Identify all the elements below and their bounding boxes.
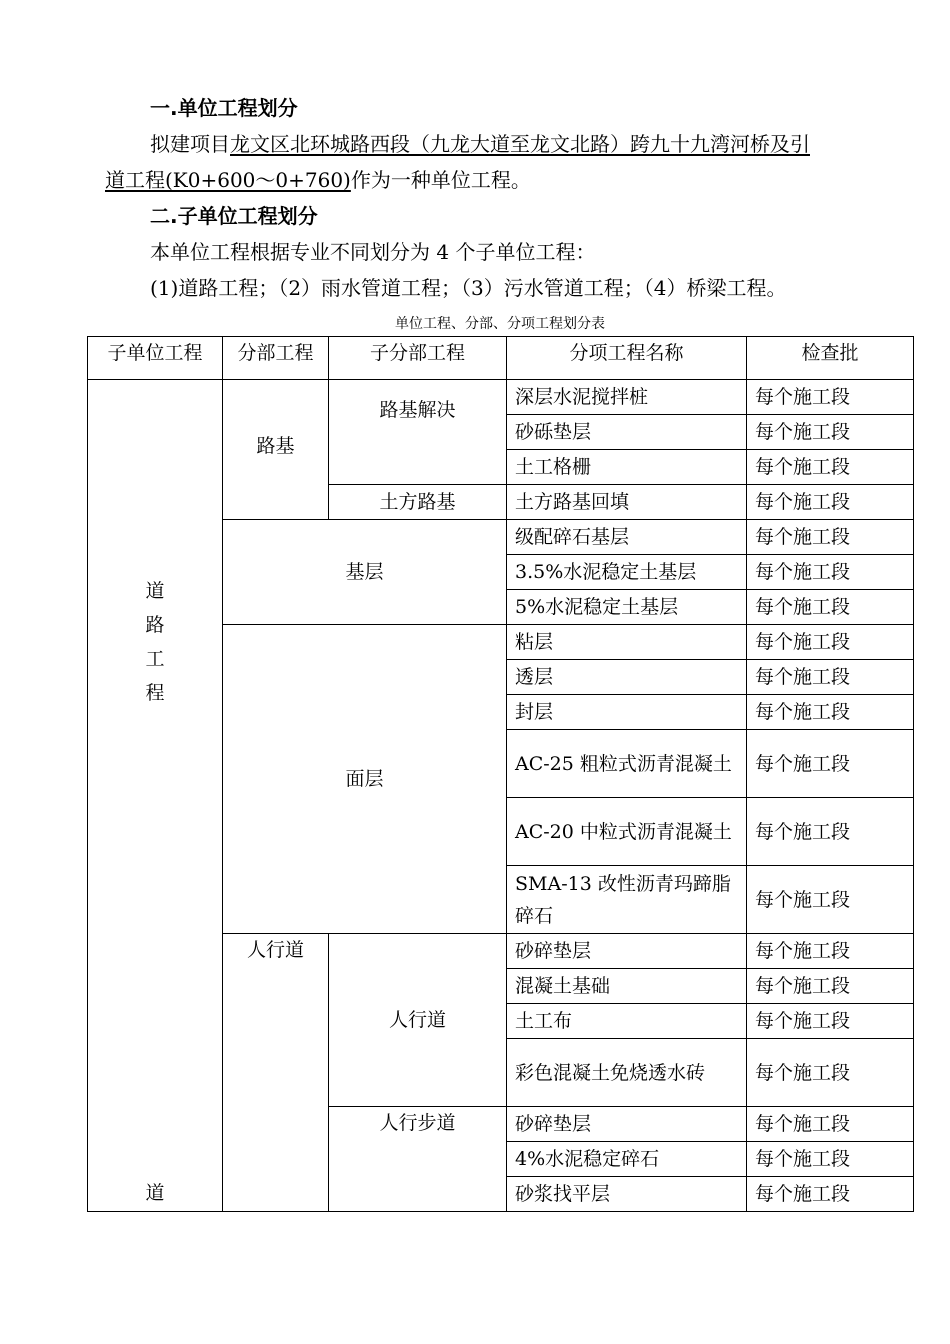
table-caption: 单位工程、分部、分项工程划分表 [395, 316, 605, 332]
section-1-paragraph-line-1 [150, 131, 810, 157]
item-name: SMA-13 改性沥青玛蹄脂碎石 [507, 866, 747, 934]
inspection-batch: 每个施工段 [747, 1177, 914, 1212]
item-name: 砂浆找平层 [507, 1177, 747, 1212]
inspection-batch: 每个施工段 [747, 380, 914, 415]
item-name: 土工格栅 [507, 450, 747, 485]
item-name: 土工布 [507, 1004, 747, 1039]
division-surface: 面层 [223, 625, 507, 934]
sub-division-roadbed-treatment: 路基解决 [329, 380, 507, 485]
sub-division-earthwork: 土方路基 [329, 485, 507, 520]
section-1-paragraph-line-2 [105, 167, 531, 193]
header-sub-division: 子分部工程 [329, 337, 507, 380]
item-name: 砂砾垫层 [507, 415, 747, 450]
section-2-paragraph-2: (1)道路工程；（2）雨水管道工程；（3）污水管道工程；（4）桥梁工程。 [150, 276, 787, 300]
sub-unit-char: 程 [145, 682, 165, 704]
inspection-batch: 每个施工段 [747, 695, 914, 730]
inspection-batch: 每个施工段 [747, 1004, 914, 1039]
item-name: 粘层 [507, 625, 747, 660]
inspection-batch: 每个施工段 [747, 450, 914, 485]
inspection-batch: 每个施工段 [747, 485, 914, 520]
division-sidewalk: 人行道 [223, 934, 329, 1212]
sub-unit-char: 工 [145, 648, 165, 670]
section-2-heading: 二.子单位工程划分 [150, 204, 318, 228]
inspection-batch: 每个施工段 [747, 660, 914, 695]
inspection-batch: 每个施工段 [747, 1039, 914, 1107]
sub-unit-char: 路 [145, 614, 165, 636]
item-name: 砂碎垫层 [507, 934, 747, 969]
table-header-row [88, 337, 914, 380]
sub-division-sidewalk: 人行道 [329, 934, 507, 1107]
inspection-batch: 每个施工段 [747, 415, 914, 450]
item-name: 封层 [507, 695, 747, 730]
item-name: 3.5%水泥稳定土基层 [507, 555, 747, 590]
item-name: 土方路基回填 [507, 485, 747, 520]
inspection-batch: 每个施工段 [747, 625, 914, 660]
inspection-batch: 每个施工段 [747, 1142, 914, 1177]
item-name: 4%水泥稳定碎石 [507, 1142, 747, 1177]
division-table [87, 336, 914, 1212]
project-section-underlined: 道工程(K0+600～0+760) [105, 168, 351, 192]
item-name: 5%水泥稳定土基层 [507, 590, 747, 625]
item-name: 透层 [507, 660, 747, 695]
item-name: AC-20 中粒式沥青混凝土 [507, 798, 747, 866]
inspection-batch: 每个施工段 [747, 934, 914, 969]
item-name: 级配碎石基层 [507, 520, 747, 555]
sub-division-footpath: 人行步道 [329, 1107, 507, 1212]
project-name-underlined: 龙文区北环城路西段（九龙大道至龙文北路）跨九十九湾河桥及引 [230, 132, 810, 156]
inspection-batch: 每个施工段 [747, 555, 914, 590]
header-division: 分部工程 [223, 337, 329, 380]
section-2-paragraph-1: 本单位工程根据专业不同划分为 4 个子单位工程： [150, 240, 596, 264]
inspection-batch: 每个施工段 [747, 730, 914, 798]
paragraph-suffix: 作为一种单位工程。 [350, 168, 531, 192]
table-row [88, 380, 914, 415]
inspection-batch: 每个施工段 [747, 590, 914, 625]
header-sub-unit: 子单位工程 [88, 337, 223, 380]
sub-unit-road-cell [88, 380, 223, 1212]
item-name: 深层水泥搅拌桩 [507, 380, 747, 415]
item-name: 彩色混凝土免烧透水砖 [507, 1039, 747, 1107]
item-name: AC-25 粗粒式沥青混凝土 [507, 730, 747, 798]
inspection-batch: 每个施工段 [747, 798, 914, 866]
division-base: 基层 [223, 520, 507, 625]
header-item-name: 分项工程名称 [507, 337, 747, 380]
sub-unit-char: 道 [145, 580, 165, 602]
paragraph-prefix: 拟建项目 [150, 132, 230, 156]
sub-unit-char-bottom: 道 [145, 1182, 165, 1204]
section-1-heading: 一.单位工程划分 [150, 96, 298, 120]
inspection-batch: 每个施工段 [747, 866, 914, 934]
inspection-batch: 每个施工段 [747, 1107, 914, 1142]
header-inspection-batch: 检查批 [747, 337, 914, 380]
inspection-batch: 每个施工段 [747, 520, 914, 555]
inspection-batch: 每个施工段 [747, 969, 914, 1004]
item-name: 混凝土基础 [507, 969, 747, 1004]
division-roadbed: 路基 [223, 380, 329, 520]
item-name: 砂碎垫层 [507, 1107, 747, 1142]
